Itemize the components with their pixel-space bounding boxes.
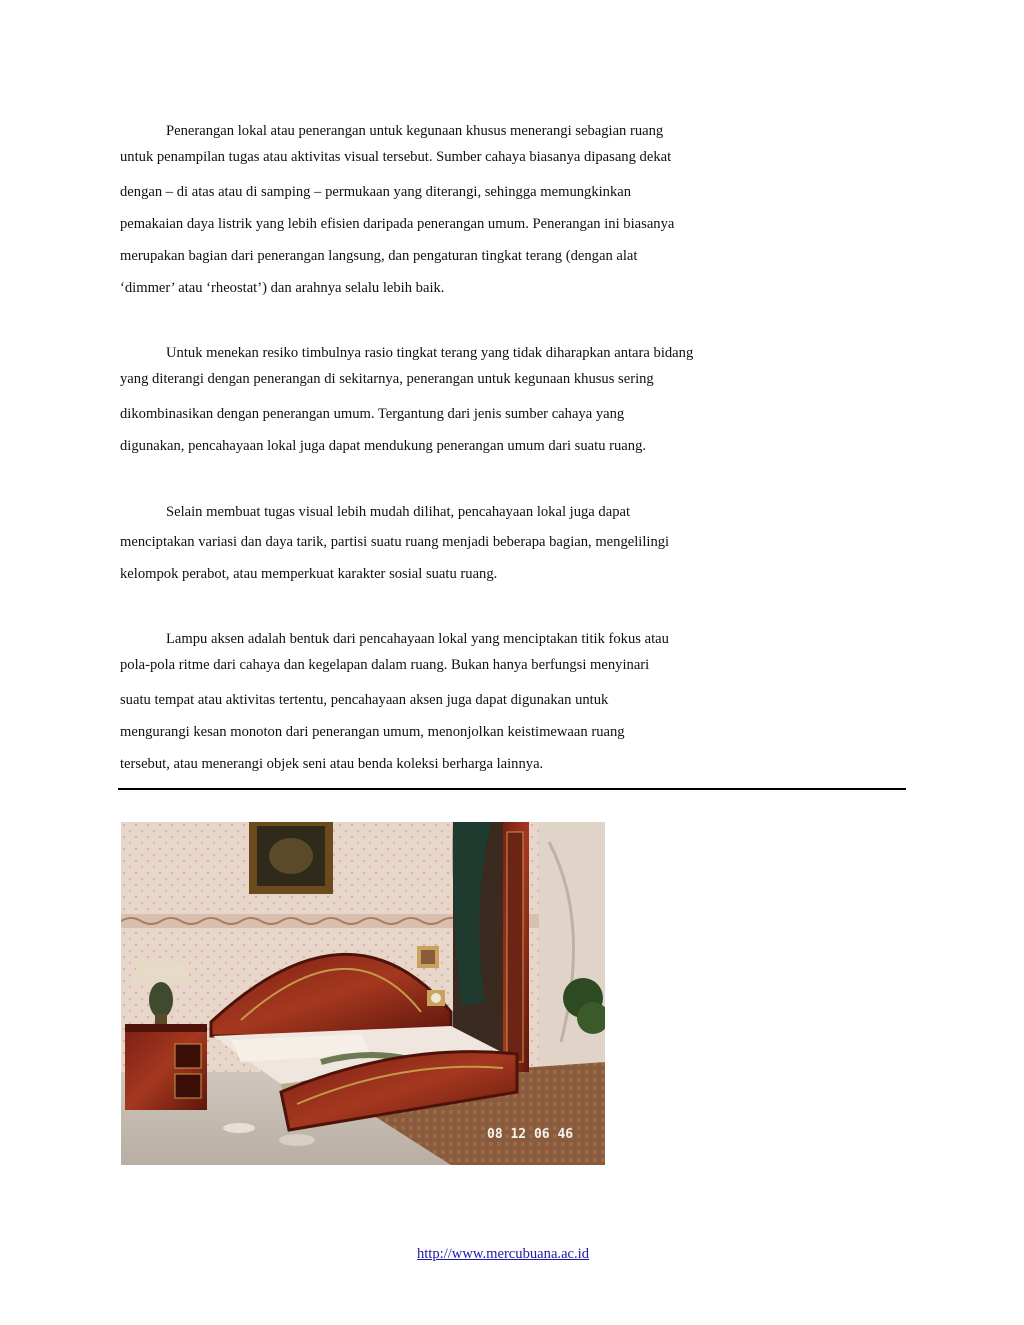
paragraph-line: menciptakan variasi dan daya tarik, partisi suatu ruang menjadi beberapa bagian, mengelilingi: [120, 534, 670, 550]
paragraph-line: merupakan bagian dari penerangan langsung, dan pengaturan tingkat terang (dengan alat: [120, 248, 638, 264]
paragraph-line: untuk penampilan tugas atau aktivitas visual tersebut. Sumber cahaya biasanya dipasang dekat: [120, 149, 672, 165]
paragraph-line: yang diterangi dengan penerangan di sekitarnya, penerangan untuk kegunaan khusus sering: [120, 371, 654, 387]
paragraph-line: digunakan, pencahayaan lokal juga dapat mendukung penerangan umum dari suatu ruang.: [120, 438, 647, 454]
photo-timestamp: 08 12 06 46: [487, 1127, 574, 1142]
paragraph-line: Penerangan lokal atau penerangan untuk kegunaan khusus menerangi sebagian ruang: [166, 123, 664, 139]
paragraph-line: dikombinasikan dengan penerangan umum. Tergantung dari jenis sumber cahaya yang: [120, 406, 625, 422]
footer: [0, 1245, 1006, 1263]
paragraph-line: kelompok perabot, atau memperkuat karakter sosial suatu ruang.: [120, 566, 498, 582]
paragraph-line: mengurangi kesan monoton dari penerangan umum, menonjolkan keistimewaan ruang: [120, 724, 625, 740]
paragraph-line: pola-pola ritme dari cahaya dan kegelapan dalam ruang. Bukan hanya berfungsi menyinari: [120, 657, 650, 673]
paragraph-line: Lampu aksen adalah bentuk dari pencahayaan lokal yang menciptakan titik fokus atau: [166, 631, 669, 647]
paragraph-line: Untuk menekan resiko timbulnya rasio tingkat terang yang tidak diharapkan antara bidang: [166, 345, 694, 361]
bedroom-photo: [121, 822, 605, 1165]
horizontal-divider: [118, 788, 906, 790]
paragraph-line: suatu tempat atau aktivitas tertentu, pencahayaan aksen juga dapat digunakan untuk: [120, 692, 609, 708]
paragraph-line: Selain membuat tugas visual lebih mudah dilihat, pencahayaan lokal juga dapat: [166, 504, 631, 520]
footer-website-link[interactable]: http://www.mercubuana.ac.id: [416, 1246, 590, 1262]
paragraph-line: dengan – di atas atau di samping – permukaan yang diterangi, sehingga memungkinkan: [120, 184, 632, 200]
paragraph-line: tersebut, atau menerangi objek seni atau benda koleksi berharga lainnya.: [120, 756, 544, 772]
paragraph-line: ‘dimmer’ atau ‘rheostat’) dan arahnya selalu lebih baik.: [120, 280, 445, 296]
paragraph-line: pemakaian daya listrik yang lebih efisien daripada penerangan umum. Penerangan ini biasanya: [120, 216, 675, 232]
